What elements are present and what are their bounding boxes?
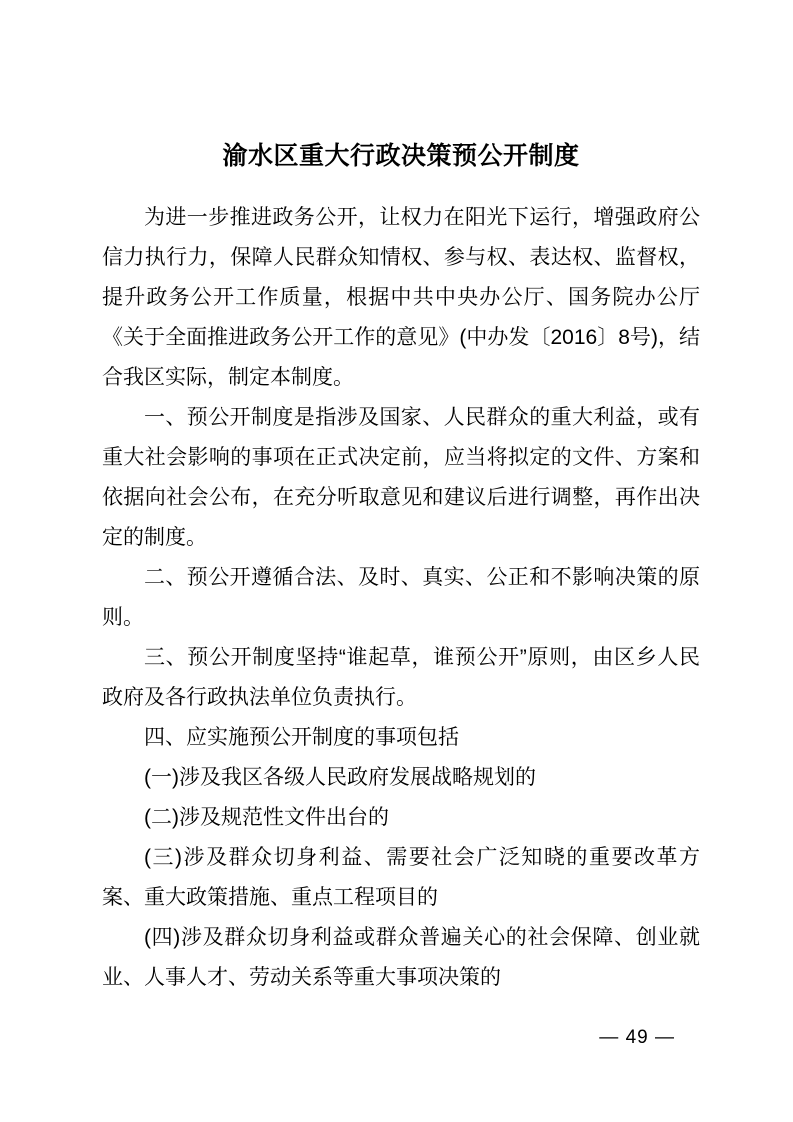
paragraph-intro: 为进一步推进政务公开，让权力在阳光下运行，增强政府公信力执行力，保障人民群众知情权、参与权、表达权、监督权，提升政务公开工作质量，根据中共中央办公厅、国务院办公厅《关于全面推进政务公开工作的意见》(中办发〔2016〕8号)，结合我区实际，制定本制度。	[102, 206, 700, 389]
document-title: 渝水区重大行政决策预公开制度	[222, 142, 580, 170]
paragraph-item-4: 四、应实施预公开制度的事项包括	[144, 726, 459, 749]
paragraph-item-1: 一、预公开制度是指涉及国家、人民群众的重大利益，或有重大社会影响的事项在正式决定前，应当将拟定的文件、方案和依据向社会公布，在充分听取意见和建议后进行调整，再作出决定的制度。	[102, 406, 700, 549]
paragraph-subitem-4: (四)涉及群众切身利益或群众普遍关心的社会保障、创业就业、人事人才、劳动关系等重大事项决策的	[102, 926, 700, 989]
paragraph-subitem-3: (三)涉及群众切身利益、需要社会广泛知晓的重要改革方案、重大政策措施、重点工程项目的	[102, 846, 700, 909]
page-number: — 49 —	[599, 1027, 675, 1048]
paragraph-subitem-1: (一)涉及我区各级人民政府发展战略规划的	[144, 766, 536, 789]
document-content	[102, 138, 700, 998]
paragraph-item-3: 三、预公开制度坚持“谁起草，谁预公开”原则，由区乡人民政府及各行政执法单位负责执行。	[102, 646, 700, 709]
paragraph-item-2: 二、预公开遵循合法、及时、真实、公正和不影响决策的原则。	[102, 566, 700, 629]
document-body	[102, 198, 700, 998]
paragraph-subitem-2: (二)涉及规范性文件出台的	[144, 806, 389, 829]
